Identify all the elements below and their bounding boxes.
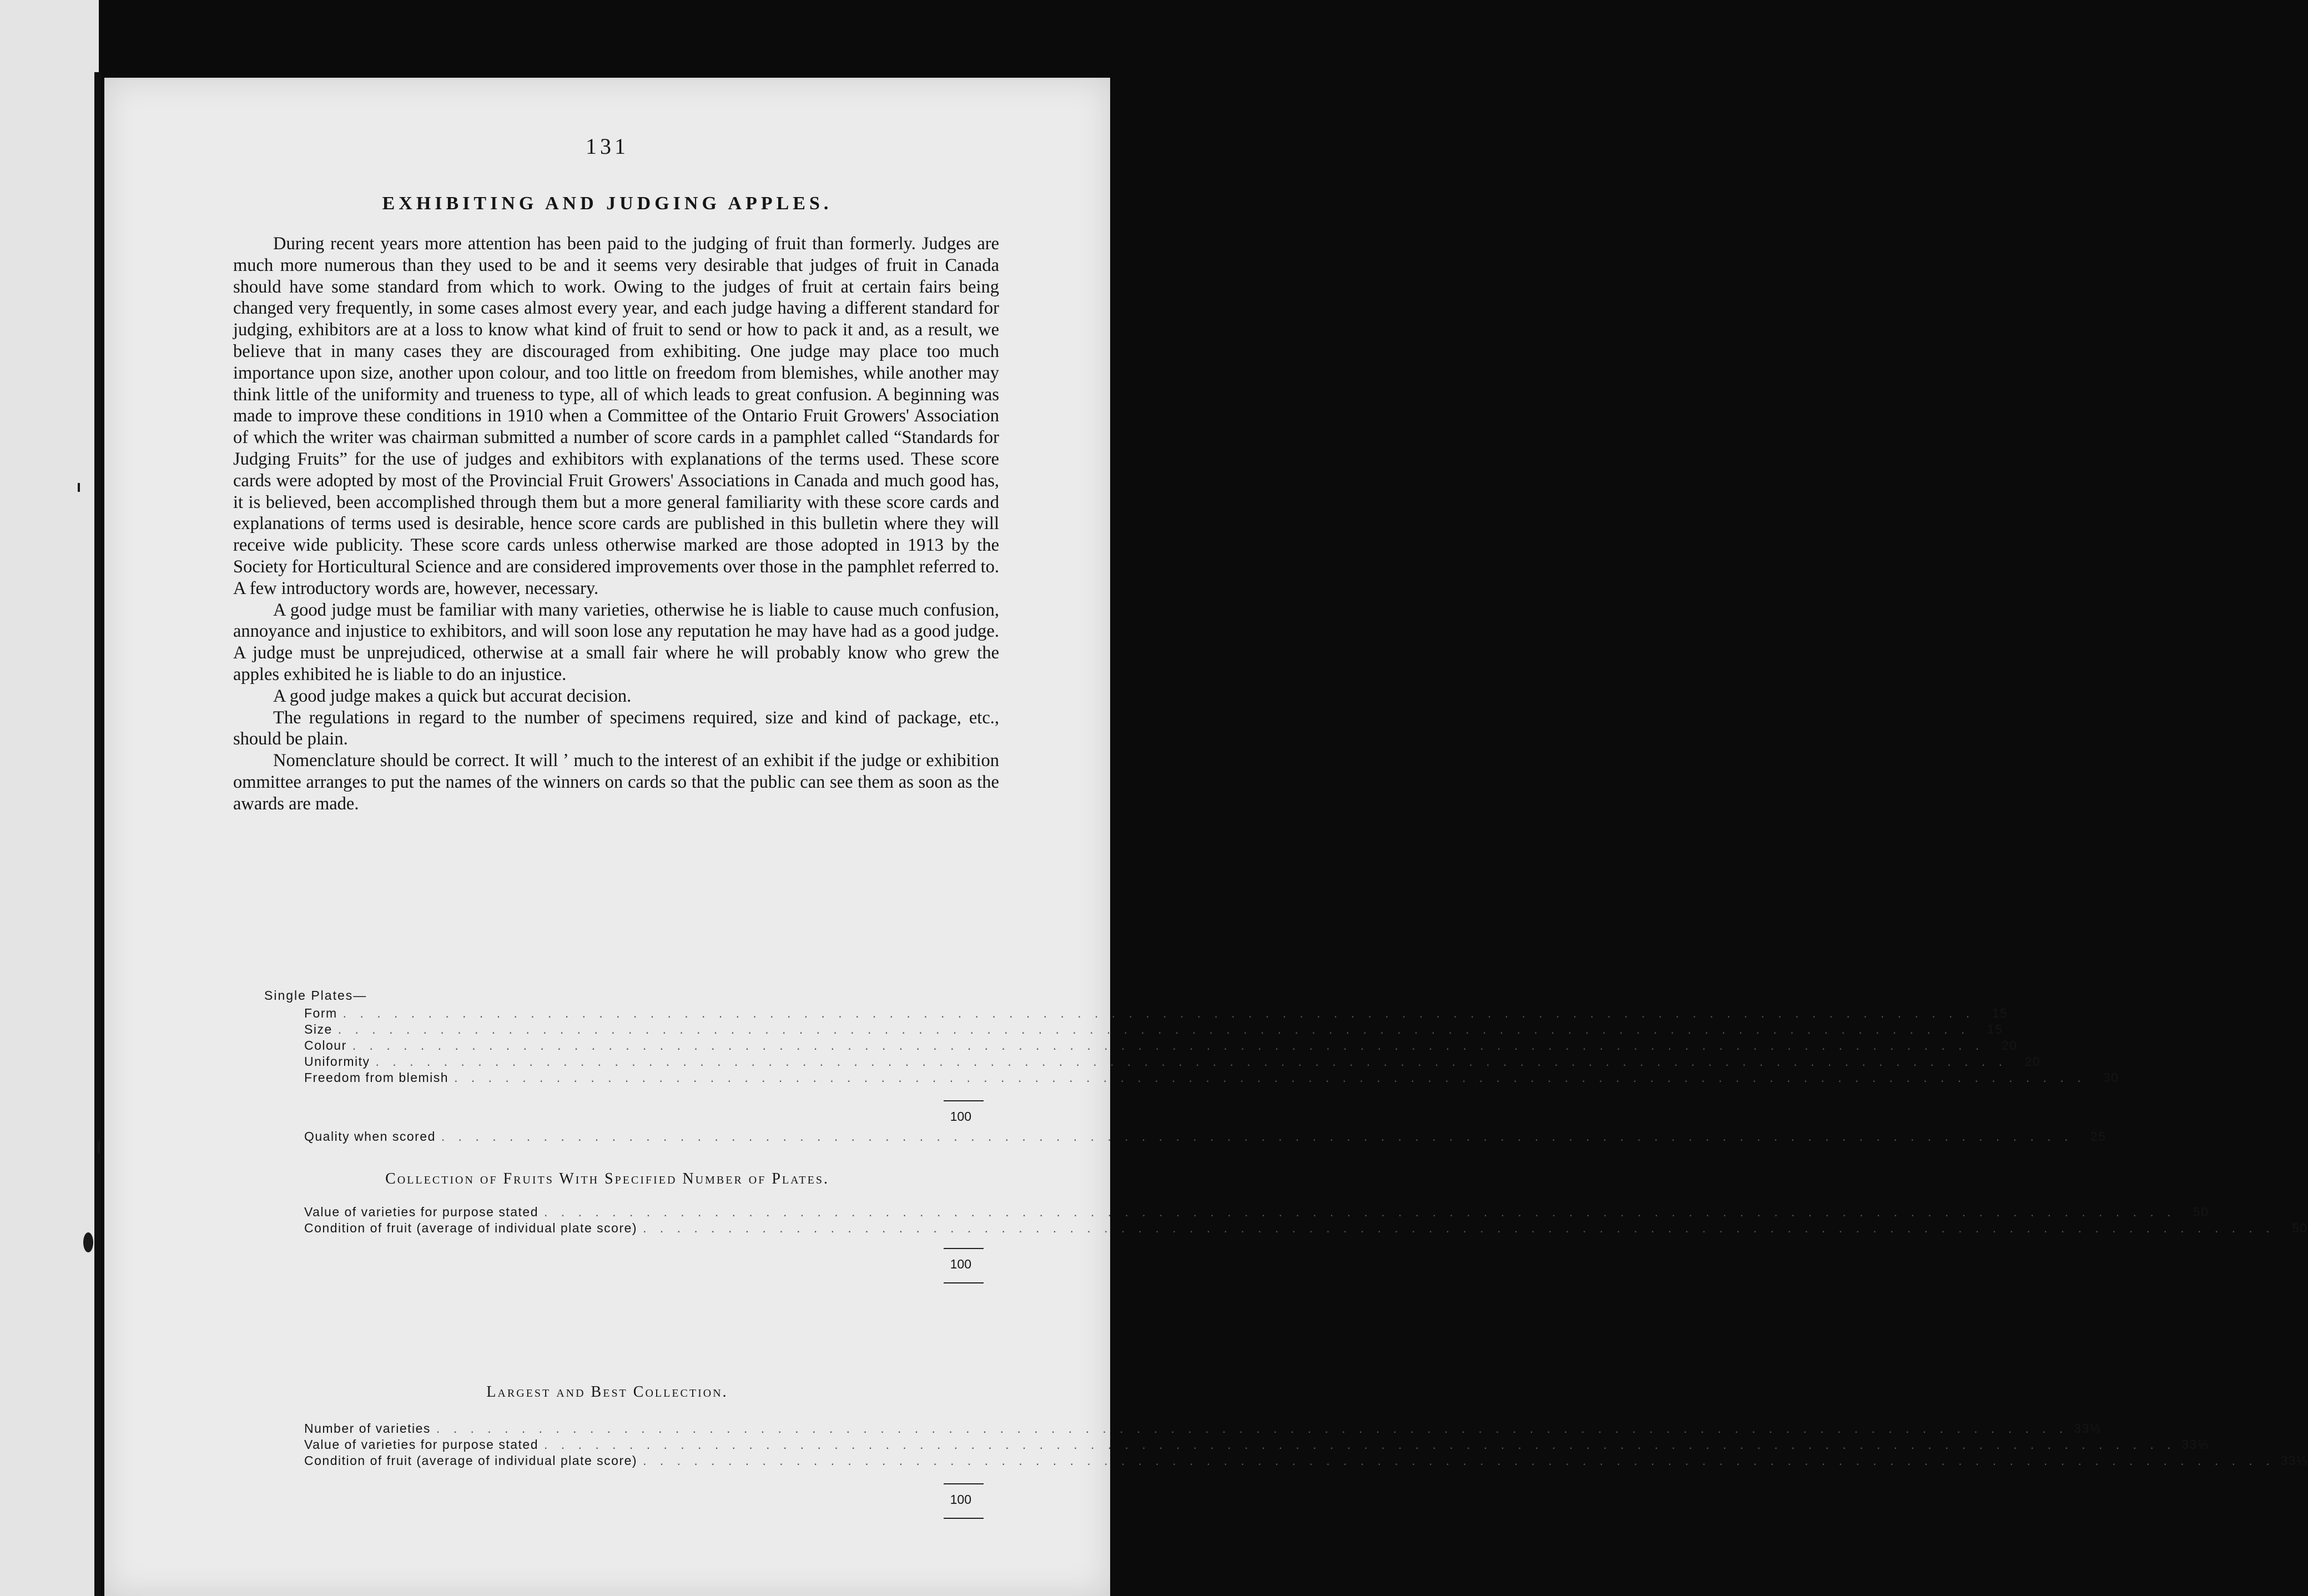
score-row [304,1453,2308,1470]
score-value: 33⅓ [2181,1437,2209,1452]
score-value: 15 [1987,1022,2003,1036]
sum-rule [944,1248,984,1249]
score-label: Quality when scored [304,1129,436,1144]
score-label: Size [304,1022,332,1036]
dot-leader: . . . . . . . . . . . . . . . . . . . . . . . . . . . . . . . . . . . . . . . . . . . . . . . . . . . . . . . . . . . . . . . . . . . . . . . . . . . . . . . . . . . . . . . . . . . . . . . . [375,1054,2008,1069]
score-row [304,1006,2008,1023]
score-row [304,1221,2308,1237]
score-label: Freedom from blemish [304,1070,449,1085]
score-label: Number of varieties [304,1421,431,1436]
dot-leader: . . . . . . . . . . . . . . . . . . . . . . . . . . . . . . . . . . . . . . . . . . . . . . . . . . . . . . . . . . . . . . . . . . . . . . . . . . . . . . . . . . . . . . . . . . . . . . . . [441,1129,2073,1144]
paragraph: Nomenclature should be correct. It will ʼ much to the interest of an exhibit if the judge or exhibition ommittee arranges to put the names of the winners on cards so that the public can see them as soon as the awards are made. [233,751,999,814]
dot-leader: . . . . . . . . . . . . . . . . . . . . . . . . . . . . . . . . . . . . . . . . . . . . . . . . . . . . . . . . . . . . . . . . . . . . . . . . . . . . . . . . . . . . . . . . . . . . . . . . [454,1070,2086,1085]
collection-heading: Collection of Fruits With Specified Number of Plates. [385,1170,829,1187]
score-value: 33⅓ [2074,1421,2102,1436]
score-row [304,1054,2041,1071]
score-row [304,1038,2018,1055]
dot-leader: . . . . . . . . . . . . . . . . . . . . . . . . . . . . . . . . . . . . . . . . . . . . . . . . . . . . . . . . . . . . . . . . . . . . . . . . . . . . . . . . . . . . . . . . . . . . . . . . [643,1221,2275,1235]
facing-page-edge [0,0,99,1596]
scan-mark [98,1141,100,1153]
dot-leader: . . . . . . . . . . . . . . . . . . . . . . . . . . . . . . . . . . . . . . . . . . . . . . . . . . . . . . . . . . . . . . . . . . . . . . . . . . . . . . . . . . . . . . . . . . . . . . . . [342,1006,1975,1020]
score-value: 25 [2090,1129,2107,1144]
score-total: 100 [950,1109,971,1124]
score-row [304,1022,2003,1039]
score-value: 50 [2193,1205,2209,1219]
score-total: 100 [950,1492,971,1507]
score-row [304,1437,2209,1454]
dot-leader: . . . . . . . . . . . . . . . . . . . . . . . . . . . . . . . . . . . . . . . . . . . . . . . . . . . . . . . . . . . . . . . . . . . . . . . . . . . . . . . . . . . . . . . . . . . . . . . . [436,1421,2068,1436]
sum-rule [944,1483,984,1484]
score-value: 15 [1992,1006,2008,1020]
single-plates-heading: Single Plates— [264,988,367,1003]
score-label: Colour [304,1038,347,1053]
scan-mark [83,1232,93,1252]
document-page [104,78,2308,1596]
dot-leader: . . . . . . . . . . . . . . . . . . . . . . . . . . . . . . . . . . . . . . . . . . . . . . . . . . . . . . . . . . . . . . . . . . . . . . . . . . . . . . . . . . . . . . . . . . . . . . . . [544,1205,2176,1219]
sum-rule [944,1518,984,1519]
score-label: Condition of fruit (average of individual plate score) [304,1453,638,1468]
binding-spine [94,72,101,1596]
score-label: Value of varieties for purpose stated [304,1437,539,1452]
paragraph: During recent years more attention has been paid to the judging of fruit than formerly. Judges are much more numerous than they used to be and it seems very desirable that judges of fruit in Canada should have some standard from which to work. Owing to the judges of fruit at certain fairs being changed very frequently, in some cases almost every year, and each judge having a different standard for judging, exhibitors are at a loss to know what kind of fruit to send or how to pack it and, as a result, we believe that in many cases they are discouraged from exhibiting. One judge may place too much importance upon size, another upon colour, and too little on freedom from blemishes, while another may think little of the uniformity and trueness to type, all of which leads to great confusion. A beginning was made to improve these conditions in 1910 when a Committee of the Ontario Fruit Growers' Association of which the writer was chairman submitted a number of score cards in a pamphlet called “Standards for Judging Fruits” for the use of judges and exhibitors with explanations of the terms used. These score cards were adopted by most of the Provincial Fruit Growers' Associations in Canada and much good has, it is believed, been accomplished through them but a more general familiarity with these score cards and explanations of terms used is desirable, hence score cards are published in this bulletin where they will receive wide publicity. These score cards unless otherwise marked are those adopted in 1913 by the Society for Horticultural Science and are considered improvements over those in the pamphlet referred to. A few introductory words are, however, necessary. [233,234,999,598]
score-label: Form [304,1006,337,1020]
score-value: 20 [2001,1038,2018,1053]
dot-leader: . . . . . . . . . . . . . . . . . . . . . . . . . . . . . . . . . . . . . . . . . . . . . . . . . . . . . . . . . . . . . . . . . . . . . . . . . . . . . . . . . . . . . . . . . . . . . . . . [337,1022,1970,1036]
score-total: 100 [950,1257,971,1271]
score-value: 50 [2292,1221,2308,1235]
paragraph: The regulations in regard to the number of specimens required, size and kind of package, etc., should be plain. [233,707,999,749]
page-number: 131 [586,134,629,159]
sum-rule [944,1282,984,1283]
dot-leader: . . . . . . . . . . . . . . . . . . . . . . . . . . . . . . . . . . . . . . . . . . . . . . . . . . . . . . . . . . . . . . . . . . . . . . . . . . . . . . . . . . . . . . . . . . . . . . . . [352,1038,1984,1053]
score-row [304,1129,2107,1146]
score-value: 30 [2103,1070,2119,1085]
score-value: 33⅓ [2280,1453,2308,1468]
paragraph: A good judge must be familiar with many varieties, otherwise he is liable to cause much confusion, annoyance and injustice to exhibitors, and will soon lose any reputation he may have had as a good judge. A judge must be unprejudiced, otherwise at a small fair where he will probably know who grew the apples exhibited he is liable to do an injustice. [233,600,999,684]
score-label: Condition of fruit (average of individual plate score) [304,1221,638,1235]
largest-collection-heading: Largest and Best Collection. [486,1383,728,1401]
scan-mark [78,483,80,492]
score-row [304,1205,2209,1221]
score-label: Uniformity [304,1054,370,1069]
score-cards [104,78,2308,1596]
page-title: EXHIBITING AND JUDGING APPLES. [382,193,833,214]
paragraph: A good judge makes a quick but accurat decision. [273,686,632,706]
sum-rule [944,1100,984,1101]
dot-leader: . . . . . . . . . . . . . . . . . . . . . . . . . . . . . . . . . . . . . . . . . . . . . . . . . . . . . . . . . . . . . . . . . . . . . . . . . . . . . . . . . . . . . . . . . . . . . . . . [544,1437,2176,1452]
score-row [304,1421,2102,1438]
score-value: 20 [2024,1054,2041,1069]
dot-leader: . . . . . . . . . . . . . . . . . . . . . . . . . . . . . . . . . . . . . . . . . . . . . . . . . . . . . . . . . . . . . . . . . . . . . . . . . . . . . . . . . . . . . . . . . . . . . . . . [643,1453,2275,1468]
score-row [304,1070,2119,1087]
score-label: Value of varieties for purpose stated [304,1205,539,1219]
